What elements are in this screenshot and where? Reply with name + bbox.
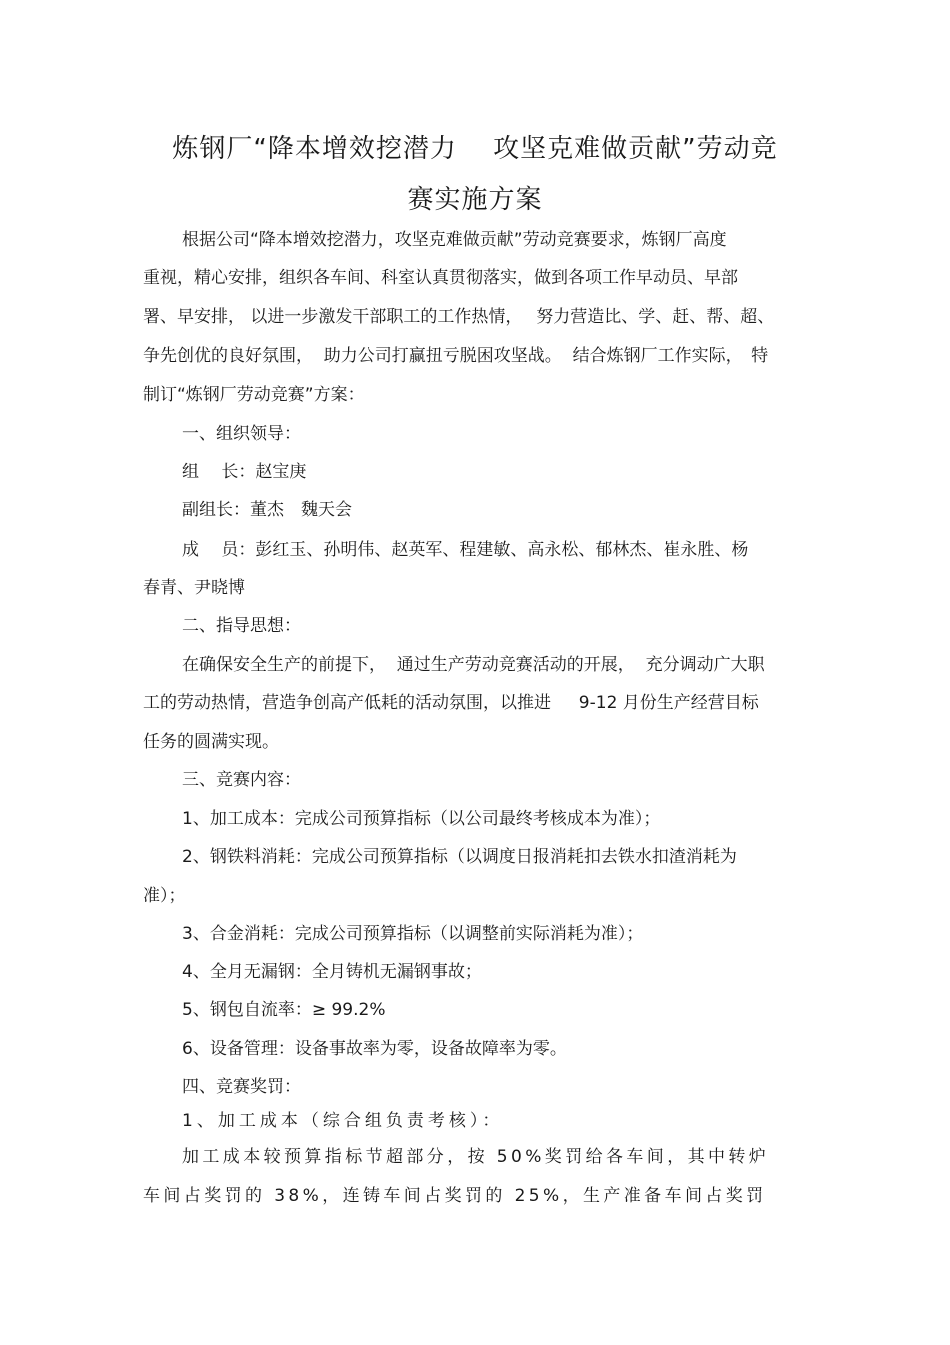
deputy-leader-line: 副组长：董杰 魏天会 — [182, 500, 352, 520]
paragraph-intro-line-3: 署、早安排， 以进一步激发干部职工的工作热情， 努力营造比、学、赶、帮、超、 — [143, 307, 775, 327]
content-item-5: 5、钢包自流率：≥ 99.2% — [182, 1000, 386, 1020]
content-item-2-line-2: 准）； — [143, 886, 186, 906]
content-item-1: 1、加工成本：完成公司预算指标（以公司最终考核成本为准）； — [182, 809, 661, 829]
content-item-2-line-1: 2、钢铁料消耗：完成公司预算指标（以调度日报消耗扣去铁水扣渣消耗为 — [182, 847, 737, 867]
paragraph-intro-line-5: 制订“炼钢厂劳动竞赛”方案： — [143, 385, 365, 405]
rewards-item-1-heading: 1、加工成本（综合组负责考核）： — [182, 1111, 504, 1131]
section-heading-content: 三、竞赛内容： — [182, 770, 301, 790]
paragraph-intro-line-2: 重视，精心安排，组织各车间、科室认真贯彻落实，做到各项工作早动员、早部 — [143, 268, 738, 288]
members-line-1: 成 员：彭红玉、孙明伟、赵英军、程建敏、高永松、郁林杰、崔永胜、杨 — [182, 540, 749, 560]
paragraph-guiding-line-3: 任务的圆满实现。 — [143, 732, 279, 752]
content-item-6: 6、设备管理：设备事故率为零，设备故障率为零。 — [182, 1039, 567, 1059]
document-title-line-2: 赛实施方案 — [407, 185, 543, 215]
content-item-3: 3、合金消耗：完成公司预算指标（以调整前实际消耗为准）； — [182, 924, 644, 944]
paragraph-guiding-line-1: 在确保安全生产的前提下， 通过生产劳动竞赛活动的开展， 充分调动广大职 — [182, 655, 765, 675]
paragraph-guiding-line-2: 工的劳动热情，营造争创高产低耗的活动氛围，以推进 9-12 月份生产经营目标 — [143, 693, 759, 713]
section-heading-guiding-idea: 二、指导思想： — [182, 616, 301, 636]
rewards-paragraph-line-1: 加工成本较预算指标节超部分，按 50%奖罚给各车间，其中转炉 — [182, 1147, 770, 1167]
section-heading-organization: 一、组织领导： — [182, 424, 301, 444]
document-title-line-1: 炼钢厂“降本增效挖潜力 攻坚克难做贡献”劳动竞 — [172, 134, 778, 164]
paragraph-intro-line-1: 根据公司“降本增效挖潜力，攻坚克难做贡献”劳动竞赛要求，炼钢厂高度 — [182, 230, 727, 250]
paragraph-intro-line-4: 争先创优的良好氛围， 助力公司打赢扭亏脱困攻坚战。 结合炼钢厂工作实际， 特 — [143, 346, 769, 366]
members-line-2: 春青、尹晓博 — [143, 578, 245, 598]
section-heading-rewards: 四、竞赛奖罚： — [182, 1077, 301, 1097]
rewards-paragraph-line-2: 车间占奖罚的 38%，连铸车间占奖罚的 25%，生产准备车间占奖罚 — [143, 1186, 767, 1206]
team-leader-line: 组 长：赵宝庚 — [182, 462, 307, 482]
content-item-4: 4、全月无漏钢：全月铸机无漏钢事故； — [182, 962, 482, 982]
